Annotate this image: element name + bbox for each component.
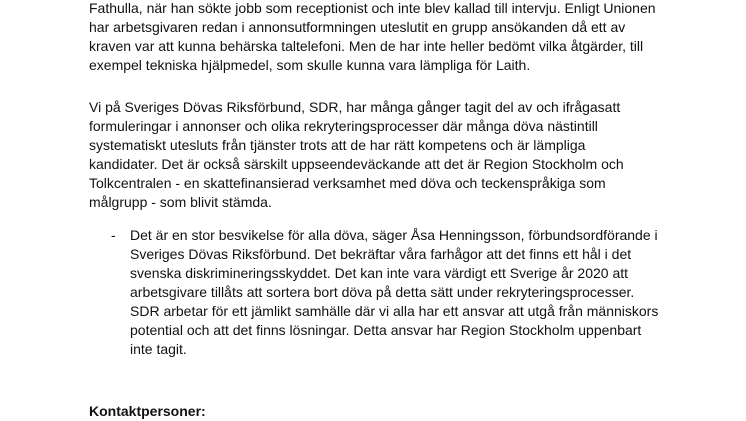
paragraph-unionen-case <box>89 0 689 75</box>
paragraph-line: systematiskt utesluts från tjänster trots att de har rätt kompetens och är lämpliga <box>89 137 586 153</box>
paragraph-line: Vi på Sveriges Dövas Riksförbund, SDR, har många gånger tagit del av och ifrågasatt <box>89 99 621 115</box>
quote-text <box>130 226 658 359</box>
paragraph-line: kandidater. Det är också särskilt uppseendeväckande att det är Region Stockholm och <box>89 156 624 172</box>
paragraph-line: formuleringar i annonser och olika rekryteringsprocesser där många döva nästintill <box>89 118 598 134</box>
quote-line: arbetsgivare tillåts att sortera bort döva på detta sätt under rekryteringsprocesser. <box>130 284 635 300</box>
quote-line: SDR arbetar för ett jämlikt samhälle där vi alla har ett ansvar att utgå från människors <box>130 303 659 319</box>
paragraph-line: exempel tekniska hjälpmedel, som skulle kunna vara lämpliga för Laith. <box>89 57 531 73</box>
paragraph-line: har arbetsgivaren redan i annonsutformningen uteslutit en grupp ansökanden då ett av <box>89 19 626 35</box>
quote-line: inte tagit. <box>130 341 187 357</box>
paragraph-line: Tolkcentralen - en skattefinansierad verksamhet med döva och teckenspråkiga som <box>89 175 606 191</box>
quote-line: svenska diskrimineringsskyddet. Det kan inte vara värdigt ett Sverige år 2020 att <box>130 265 629 281</box>
paragraph-line: målgrupp - som blivit stämda. <box>89 194 272 210</box>
paragraph-line: Fathulla, när han sökte jobb som receptionist och inte blev kallad till intervju. Enligt Unionen <box>89 0 656 16</box>
contacts-heading: Kontaktpersoner: <box>89 403 206 419</box>
list-dash-marker: - <box>111 227 116 243</box>
quote-line: potential och att det finns lösningar. Detta ansvar har Region Stockholm uppenbart <box>130 322 642 338</box>
quote-line: Det är en stor besvikelse för alla döva, säger Åsa Henningsson, förbundsordförande i <box>130 227 658 243</box>
paragraph-line: kraven var att kunna behärska taltelefoni. Men de har inte heller bedömt vilka åtgärder, till <box>89 38 644 54</box>
paragraph-sdr-statement <box>89 98 689 212</box>
quote-line: Sveriges Dövas Riksförbund. Det bekräftar våra farhågor att det finns ett hål i det <box>130 246 632 262</box>
